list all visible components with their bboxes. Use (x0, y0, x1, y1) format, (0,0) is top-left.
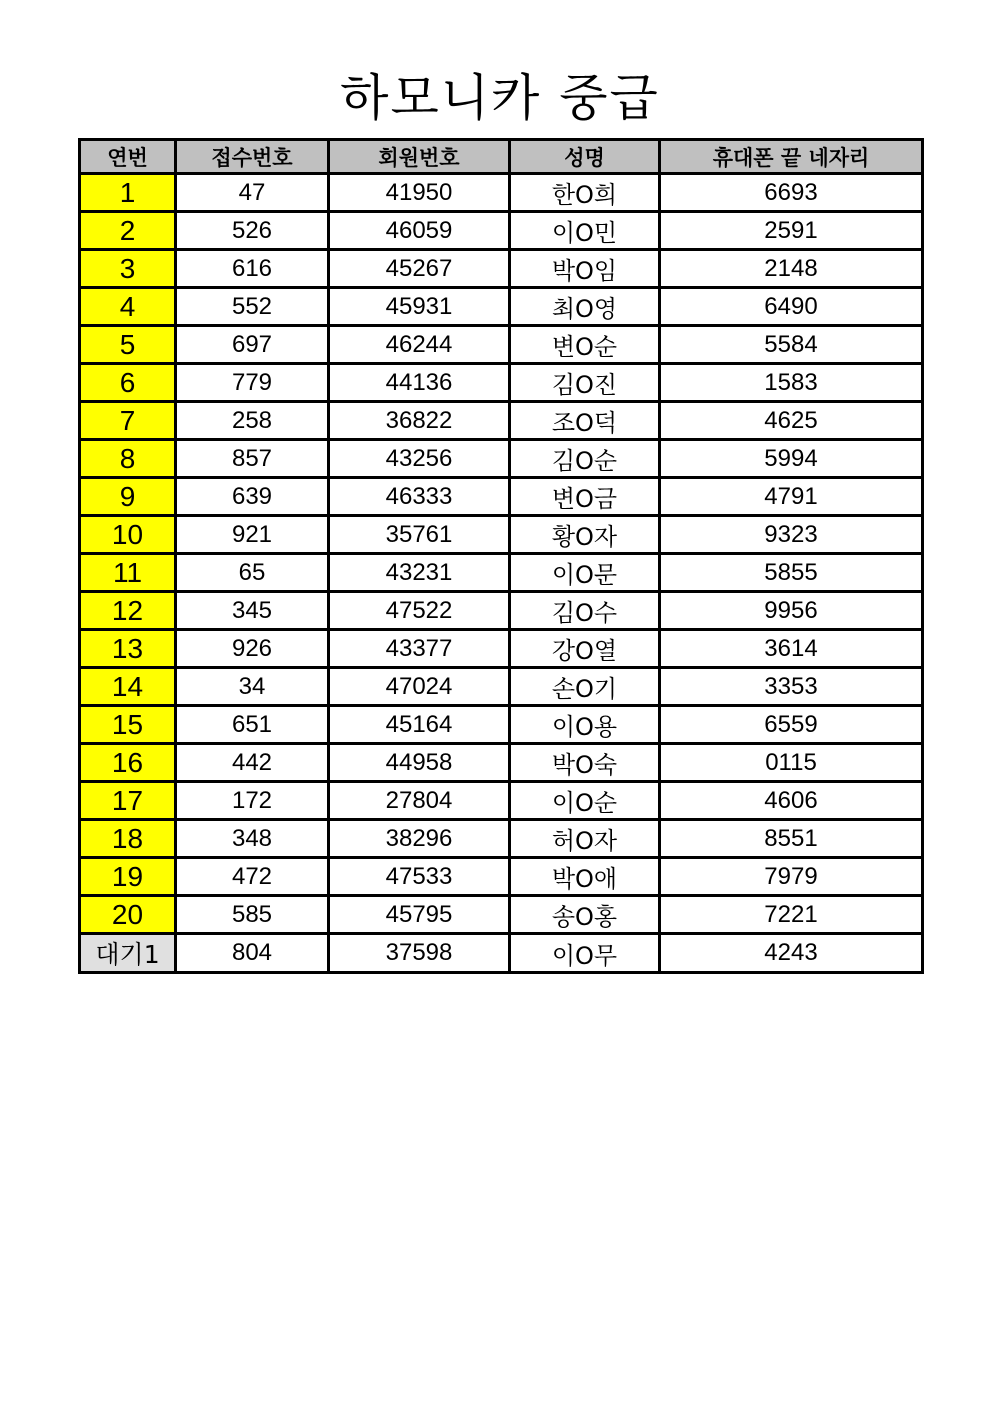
receipt-cell: 345 (176, 592, 329, 630)
table-row (80, 364, 923, 402)
receipt-cell: 697 (176, 326, 329, 364)
seq-cell: 7 (80, 402, 176, 440)
seq-cell: 16 (80, 744, 176, 782)
phone-cell: 6490 (660, 288, 923, 326)
table-row (80, 896, 923, 934)
header-row (80, 140, 923, 174)
member-cell: 27804 (329, 782, 510, 820)
member-cell: 35761 (329, 516, 510, 554)
seq-cell: 20 (80, 896, 176, 934)
phone-cell: 1583 (660, 364, 923, 402)
seq-cell: 17 (80, 782, 176, 820)
member-cell: 45931 (329, 288, 510, 326)
header-receipt-number: 접수번호 (176, 140, 329, 174)
seq-cell: 2 (80, 212, 176, 250)
member-cell: 45795 (329, 896, 510, 934)
table-row (80, 402, 923, 440)
receipt-cell: 921 (176, 516, 329, 554)
receipt-cell: 552 (176, 288, 329, 326)
seq-cell: 19 (80, 858, 176, 896)
receipt-cell: 34 (176, 668, 329, 706)
table-row (80, 744, 923, 782)
name-cell: 이O순 (510, 782, 660, 820)
receipt-cell: 526 (176, 212, 329, 250)
phone-cell: 6693 (660, 174, 923, 212)
name-cell: 박O숙 (510, 744, 660, 782)
name-cell: 강O열 (510, 630, 660, 668)
table-row (80, 630, 923, 668)
member-cell: 46244 (329, 326, 510, 364)
member-cell: 37598 (329, 934, 510, 973)
phone-cell: 0115 (660, 744, 923, 782)
seq-cell: 11 (80, 554, 176, 592)
header-member-number: 회원번호 (329, 140, 510, 174)
roster-table (78, 138, 924, 974)
name-cell: 이O무 (510, 934, 660, 973)
name-cell: 변O금 (510, 478, 660, 516)
receipt-cell: 926 (176, 630, 329, 668)
name-cell: 송O홍 (510, 896, 660, 934)
name-cell: 한O희 (510, 174, 660, 212)
name-cell: 김O수 (510, 592, 660, 630)
table-row (80, 174, 923, 212)
receipt-cell: 804 (176, 934, 329, 973)
receipt-cell: 639 (176, 478, 329, 516)
member-cell: 45267 (329, 250, 510, 288)
member-cell: 41950 (329, 174, 510, 212)
receipt-cell: 651 (176, 706, 329, 744)
phone-cell: 7221 (660, 896, 923, 934)
phone-cell: 8551 (660, 820, 923, 858)
seq-cell: 3 (80, 250, 176, 288)
member-cell: 43377 (329, 630, 510, 668)
receipt-cell: 65 (176, 554, 329, 592)
table-row (80, 858, 923, 896)
name-cell: 김O진 (510, 364, 660, 402)
phone-cell: 7979 (660, 858, 923, 896)
table-row (80, 516, 923, 554)
seq-cell: 9 (80, 478, 176, 516)
phone-cell: 4791 (660, 478, 923, 516)
name-cell: 변O순 (510, 326, 660, 364)
receipt-cell: 857 (176, 440, 329, 478)
seq-cell: 18 (80, 820, 176, 858)
seq-cell: 6 (80, 364, 176, 402)
member-cell: 43231 (329, 554, 510, 592)
table-row (80, 440, 923, 478)
seq-cell: 13 (80, 630, 176, 668)
receipt-cell: 172 (176, 782, 329, 820)
seq-cell: 12 (80, 592, 176, 630)
receipt-cell: 258 (176, 402, 329, 440)
receipt-cell: 585 (176, 896, 329, 934)
member-cell: 45164 (329, 706, 510, 744)
receipt-cell: 616 (176, 250, 329, 288)
seq-cell: 10 (80, 516, 176, 554)
member-cell: 38296 (329, 820, 510, 858)
table-row (80, 250, 923, 288)
table-row (80, 326, 923, 364)
member-cell: 47024 (329, 668, 510, 706)
phone-cell: 3353 (660, 668, 923, 706)
table-row (80, 592, 923, 630)
receipt-cell: 442 (176, 744, 329, 782)
member-cell: 46059 (329, 212, 510, 250)
phone-cell: 6559 (660, 706, 923, 744)
receipt-cell: 47 (176, 174, 329, 212)
phone-cell: 5855 (660, 554, 923, 592)
member-cell: 44136 (329, 364, 510, 402)
table-row (80, 668, 923, 706)
table-row (80, 706, 923, 744)
phone-cell: 5584 (660, 326, 923, 364)
member-cell: 44958 (329, 744, 510, 782)
document-title: 하모니카 중급 (340, 69, 660, 127)
header-name: 성명 (510, 140, 660, 174)
member-cell: 36822 (329, 402, 510, 440)
phone-cell: 3614 (660, 630, 923, 668)
name-cell: 박O임 (510, 250, 660, 288)
phone-cell: 9323 (660, 516, 923, 554)
name-cell: 김O순 (510, 440, 660, 478)
seq-cell: 1 (80, 174, 176, 212)
seq-cell: 4 (80, 288, 176, 326)
name-cell: 손O기 (510, 668, 660, 706)
table-row (80, 288, 923, 326)
waitlist-seq-cell: 대기1 (80, 934, 176, 973)
phone-cell: 9956 (660, 592, 923, 630)
name-cell: 이O문 (510, 554, 660, 592)
member-cell: 43256 (329, 440, 510, 478)
seq-cell: 15 (80, 706, 176, 744)
phone-cell: 2148 (660, 250, 923, 288)
phone-cell: 5994 (660, 440, 923, 478)
waitlist-row (80, 934, 923, 973)
table-row (80, 212, 923, 250)
table-body (80, 174, 923, 973)
table-row (80, 820, 923, 858)
seq-cell: 8 (80, 440, 176, 478)
phone-cell: 4625 (660, 402, 923, 440)
table-row (80, 782, 923, 820)
name-cell: 이O민 (510, 212, 660, 250)
phone-cell: 4243 (660, 934, 923, 973)
member-cell: 47533 (329, 858, 510, 896)
phone-cell: 2591 (660, 212, 923, 250)
receipt-cell: 472 (176, 858, 329, 896)
table-row (80, 554, 923, 592)
phone-cell: 4606 (660, 782, 923, 820)
name-cell: 이O용 (510, 706, 660, 744)
header-seq: 연번 (80, 140, 176, 174)
member-cell: 46333 (329, 478, 510, 516)
seq-cell: 5 (80, 326, 176, 364)
name-cell: 최O영 (510, 288, 660, 326)
member-cell: 47522 (329, 592, 510, 630)
table-row (80, 478, 923, 516)
seq-cell: 14 (80, 668, 176, 706)
name-cell: 허O자 (510, 820, 660, 858)
receipt-cell: 779 (176, 364, 329, 402)
name-cell: 황O자 (510, 516, 660, 554)
header-phone-last4: 휴대폰 끝 네자리 (660, 140, 923, 174)
receipt-cell: 348 (176, 820, 329, 858)
name-cell: 조O덕 (510, 402, 660, 440)
name-cell: 박O애 (510, 858, 660, 896)
